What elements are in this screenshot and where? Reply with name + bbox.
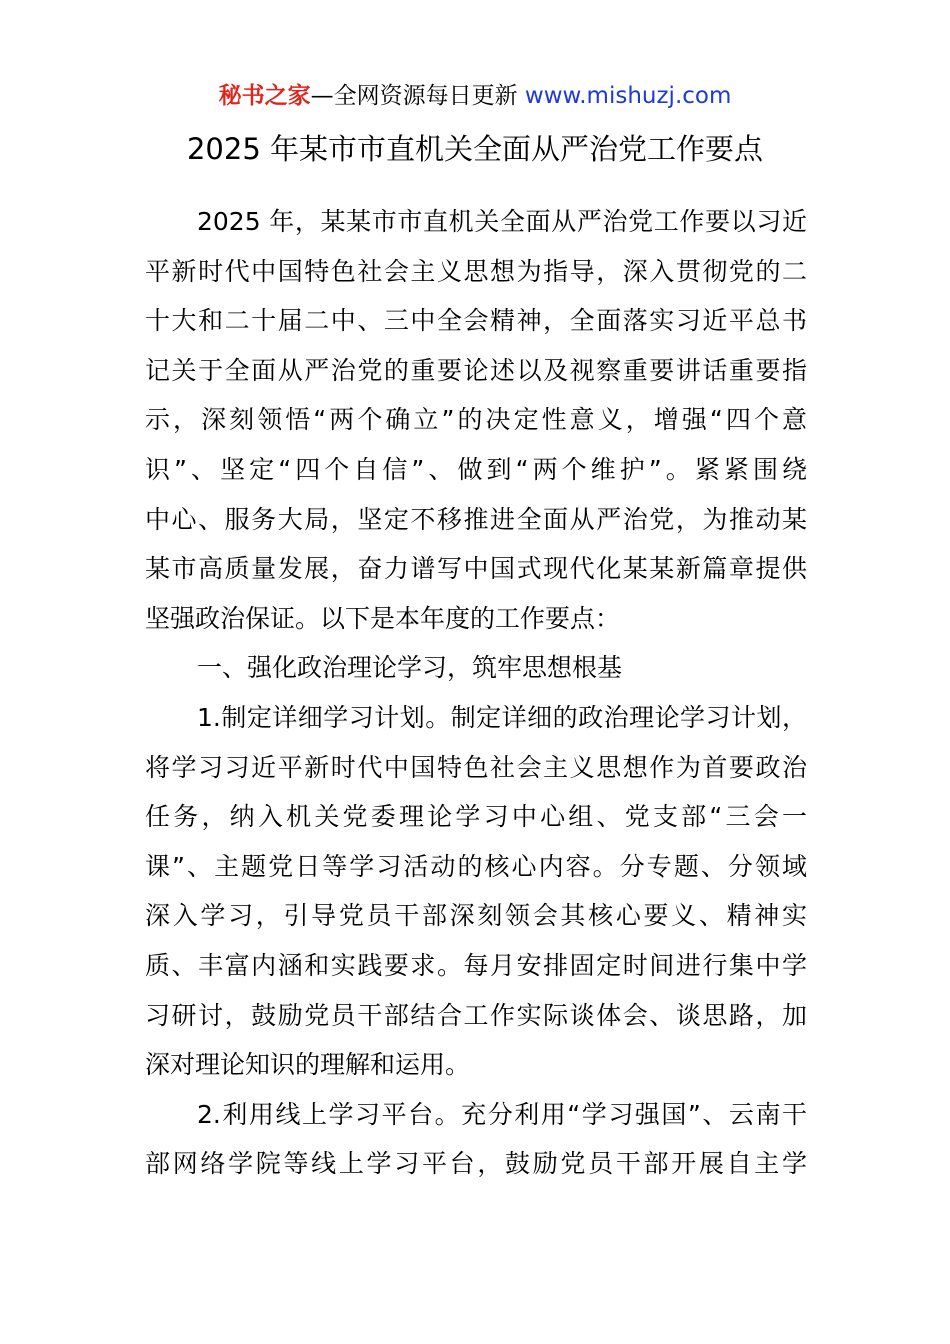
paragraph-line: 1.制定详细学习计划。制定详细的政治理论学习计划， <box>197 702 807 732</box>
paragraph-line: 2.利用线上学习平台。充分利用“学习强国”、云南干 <box>197 1099 807 1129</box>
document-title: 2025 年某市市直机关全面从严治党工作要点 <box>186 132 764 166</box>
paragraph-line: 识”、坚定“四个自信”、做到“两个维护”。紧紧围绕 <box>145 454 807 484</box>
paragraph-line: 记关于全面从严治党的重要论述以及视察重要讲话重要指 <box>145 355 807 385</box>
paragraph-line: 将学习习近平新时代中国特色社会主义思想作为首要政治 <box>145 752 807 782</box>
document-body <box>145 197 807 1189</box>
site-tagline: —全网资源每日更新 <box>310 83 525 109</box>
paragraph-line: 课”、主题党日等学习活动的核心内容。分专题、分领域 <box>145 851 807 881</box>
paragraph-line: 中心、服务大局，坚定不移推进全面从严治党，为推动某 <box>145 504 807 534</box>
site-url-link[interactable]: www.mishuzj.com <box>524 83 732 109</box>
site-header <box>0 78 950 114</box>
section-heading: 一、强化政治理论学习，筑牢思想根基 <box>197 653 623 683</box>
paragraph-line: 深入学习，引导党员干部深刻领会其核心要义、精神实 <box>145 901 807 931</box>
paragraph-line: 习研讨，鼓励党员干部结合工作实际谈体会、谈思路，加 <box>145 1000 807 1030</box>
paragraph-line: 深对理论知识的理解和运用。 <box>145 1050 471 1080</box>
paragraph-line: 平新时代中国特色社会主义思想为指导，深入贯彻党的二 <box>145 256 807 286</box>
paragraph-line: 某市高质量发展，奋力谱写中国式现代化某某新篇章提供 <box>145 554 807 584</box>
paragraph-line: 质、丰富内涵和实践要求。每月安排固定时间进行集中学 <box>145 950 807 980</box>
paragraph-line: 示，深刻领悟“两个确立”的决定性意义，增强“四个意 <box>145 405 807 435</box>
paragraph-line: 任务，纳入机关党委理论学习中心组、党支部“三会一 <box>145 802 807 832</box>
paragraph-line: 部网络学院等线上学习平台，鼓励党员干部开展自主学 <box>145 1149 807 1179</box>
paragraph-line: 坚强政治保证。以下是本年度的工作要点： <box>145 603 621 633</box>
site-brand: 秘书之家 <box>218 83 311 109</box>
paragraph-line: 十大和二十届二中、三中全会精神，全面落实习近平总书 <box>145 306 807 336</box>
paragraph-line: 2025 年，某某市市直机关全面从严治党工作要以习近 <box>197 207 807 236</box>
